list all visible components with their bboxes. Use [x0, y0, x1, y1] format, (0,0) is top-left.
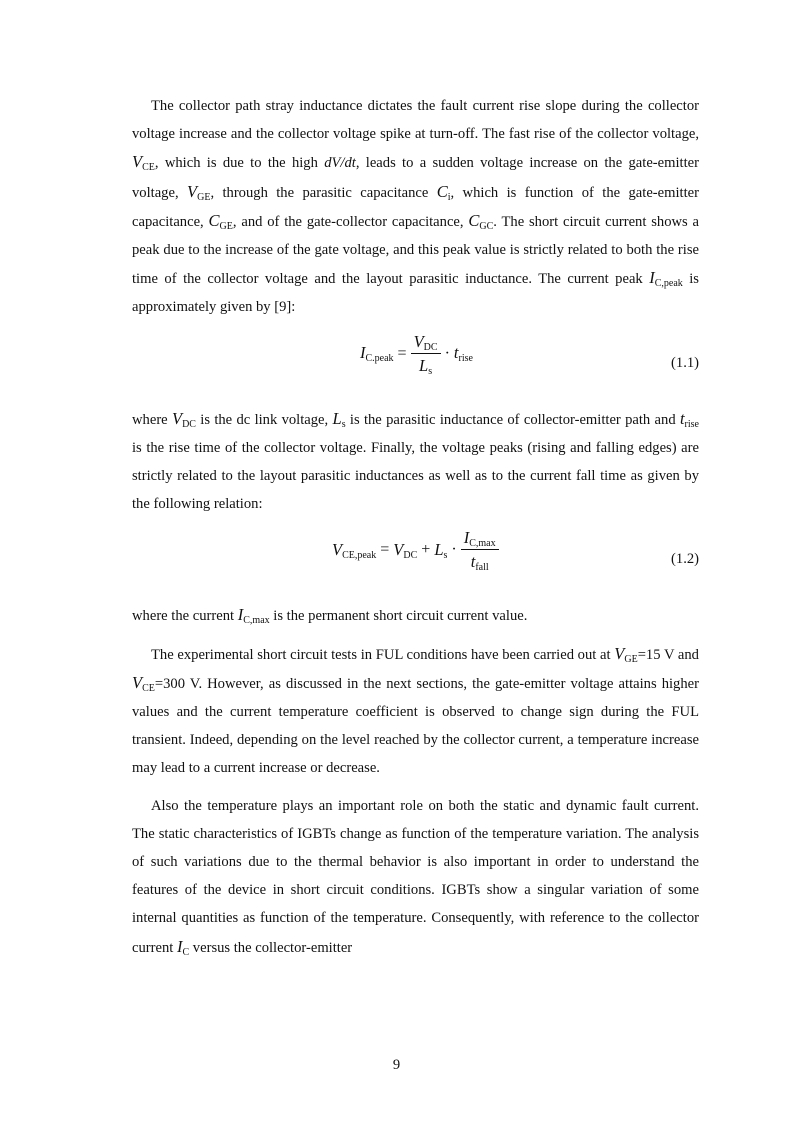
text-run: , which is function of the gate-emitter capacitance, [132, 184, 699, 230]
symbol-i-c-max: $I_{C,max}$ [237, 605, 270, 627]
symbol-v-dc: $V_{DC}$ [171, 408, 196, 430]
equation-1-1-fraction: $\frac{V_{DC}}{L_s}$ [411, 331, 441, 378]
text-run: where the current [132, 608, 238, 625]
text-run: is the rise time of the collector voltage. Finally, the voltage peaks (rising and falling edges) are strictly related to the layout parasitic inductances as well as to the current fall time as given by the following relation: [132, 439, 699, 513]
paragraph-4 [132, 640, 699, 783]
symbol-c-ge: $C_{GE}$ [208, 210, 233, 232]
paragraph-1 [132, 92, 699, 322]
equation-1-1 [132, 331, 699, 395]
equation-1-2-expression: $V_{CE,peak} = V_{DC} + L_s$ · $\frac{I_{C,max}}{t_{fall}}$ [332, 527, 499, 591]
text-run: . The short circuit current shows a peak due to the increase of the gate voltage, and this peak value is strictly related to both the rise time of the collector voltage and the layout parasitic inductance. The current peak [132, 213, 700, 288]
equation-number: (1.1) [671, 354, 699, 371]
symbol-i-c-peak: $I_{C,peak}$ [649, 268, 683, 290]
text-run: The experimental short circuit tests in FUL conditions have been carried out at [151, 646, 615, 663]
text-run: is the permanent short circuit current value. [269, 608, 528, 625]
equation-1-2 [132, 527, 699, 591]
symbol-c-i: $C_i$ [436, 181, 451, 203]
symbol-c-gc: $C_{GC}$ [468, 210, 494, 232]
paragraph-3 [132, 601, 699, 630]
equation-number: (1.2) [671, 551, 699, 568]
text-run: is approximately given by [9]: [132, 271, 699, 316]
text-run: , and of the gate-collector capacitance, [232, 213, 469, 230]
text-run: , which is due to the high [154, 155, 325, 172]
text-run: is the dc link voltage, [195, 411, 333, 428]
symbol-v-ge: $V_{GE}$ [187, 181, 211, 203]
symbol-i-c: $I_C$ [176, 936, 190, 958]
page-body [132, 92, 699, 971]
text-run: is the parasitic inductance of collector-emitter path and [345, 411, 680, 428]
paragraph-2 [132, 405, 699, 519]
text-run: The collector path stray inductance dictates the fault current rise slope during the collector voltage increase and the collector voltage spike at turn-off. The fast rise of the collector voltage, [132, 98, 699, 143]
text-run: Also the temperature plays an important role on both the static and dynamic fault current. The static characteristics of IGBTs change as function of the temperature variation. The analysis of such variations due to the thermal behavior is also important in order to understand the features of the device in short circuit conditions. IGBTs show a singular variation of some internal quantities as function of the temperature. Consequently, with reference to the collector current [132, 797, 699, 956]
equation-1-2-fraction: $\frac{I_{C,max}}{t_{fall}}$ [461, 527, 499, 574]
paragraph-5 [132, 792, 699, 962]
equation-1-1-expression: $I_{C.peak}$ = $\frac{V_{DC}}{L_s}$ · $t_{rise}$ [360, 331, 473, 377]
dv-dt-term: dV/dt [324, 155, 356, 172]
symbol-v-ge: $V_{GE}$ [614, 643, 638, 665]
text-run: versus the collector-emitter [189, 939, 353, 956]
text-run: where [132, 411, 172, 428]
text-run: , through the parasitic capacitance [210, 184, 437, 201]
symbol-t-rise: $t_{rise}$ [679, 408, 699, 430]
symbol-v-ce: $V_{CE}$ [132, 152, 155, 174]
page-number: 9 [392, 1057, 401, 1073]
text-run: =15 V and [637, 646, 699, 663]
text-run: , leads to a sudden voltage increase on the gate-emitter voltage, [132, 155, 699, 201]
symbol-l-s: $L_s$ [332, 408, 346, 430]
symbol-v-ce: $V_{CE}$ [132, 672, 155, 694]
text-run: =300 V. However, as discussed in the next sections, the gate-emitter voltage attains higher values and the current temperature coefficient is observed to change sign during the FUL transient. Indeed, depending on the level reached by the collector current, a temperature increase may lead to a current increase or decrease. [132, 675, 699, 777]
